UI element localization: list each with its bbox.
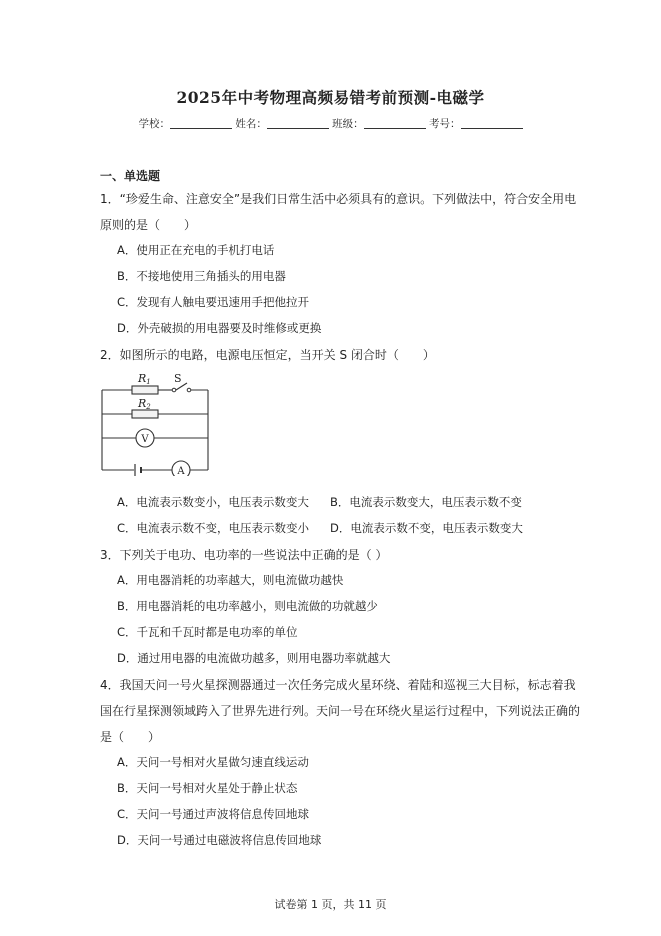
voltmeter-label: V [141, 434, 149, 445]
switch-contact-left [172, 388, 176, 392]
school-blank[interactable] [170, 117, 232, 129]
question-1-option-d[interactable]: D．外壳破损的用电器要及时维修或更换 [117, 321, 322, 335]
question-3-line-1: 3．下列关于电功、电功率的一些说法中正确的是（ ） [100, 548, 388, 562]
school-label: 学校： [138, 118, 170, 130]
question-4-option-c[interactable]: C．天问一号通过声波将信息传回地球 [117, 807, 310, 821]
question-1-option-c[interactable]: C．发现有人触电要迅速用手把他拉开 [117, 295, 310, 309]
page-title: 2025年中考物理高频易错考前预测-电磁学 [176, 88, 485, 107]
question-4-line-2: 国在行星探测领域跨入了世界先进行列。天问一号在环绕火星运行过程中，下列说法正确的 [100, 704, 581, 718]
question-4-line-1: 4．我国天问一号火星探测器通过一次任务完成火星环绕、着陆和巡视三大目标，标志着我 [100, 678, 576, 692]
question-4-option-a[interactable]: A．天问一号相对火星做匀速直线运动 [117, 755, 309, 769]
name-label: 姓名： [235, 118, 267, 130]
class-label: 班级： [332, 118, 364, 130]
circuit-diagram [98, 370, 214, 476]
question-3-option-d[interactable]: D．通过用电器的电流做功越多，则用电器功率就越大 [117, 651, 391, 665]
question-2-option-b[interactable]: B．电流表示数变大，电压表示数不变 [330, 495, 522, 509]
switch-contact-right [187, 388, 191, 392]
number-blank[interactable] [461, 117, 523, 129]
question-4-line-3: 是（ ） [100, 730, 161, 744]
question-1-option-a[interactable]: A．使用正在充电的手机打电话 [117, 243, 275, 257]
question-1-line-2: 原则的是（ ） [100, 218, 197, 232]
ammeter-label: A [177, 466, 185, 476]
class-blank[interactable] [364, 117, 426, 129]
r1-label: R1 [138, 372, 151, 386]
r2-label: R2 [138, 397, 151, 411]
question-3-option-a[interactable]: A．用电器消耗的功率越大，则电流做功越快 [117, 573, 344, 587]
section-heading: 一、单选题 [100, 169, 161, 183]
question-2-line-1: 2．如图所示的电路，电源电压恒定，当开关 S 闭合时（ ） [100, 348, 435, 362]
question-3-option-c[interactable]: C．千瓦和千瓦时都是电功率的单位 [117, 625, 298, 639]
switch-label: S [174, 372, 182, 385]
question-4-option-b[interactable]: B．天问一号相对火星处于静止状态 [117, 781, 298, 795]
question-3-option-b[interactable]: B．用电器消耗的电功率越小，则电流做的功就越少 [117, 599, 378, 613]
page-footer: 试卷第 1 页，共 11 页 [274, 898, 387, 911]
question-2-option-d[interactable]: D．电流表示数不变，电压表示数变大 [330, 521, 523, 535]
student-info-line [0, 116, 661, 131]
question-2-option-c[interactable]: C．电流表示数不变，电压表示数变小 [117, 521, 310, 535]
name-blank[interactable] [267, 117, 329, 129]
question-2-option-a[interactable]: A．电流表示数变小，电压表示数变大 [117, 495, 309, 509]
question-1-line-1: 1．“珍爱生命、注意安全”是我们日常生活中必须具有的意识。下列做法中，符合安全用电 [100, 192, 577, 206]
number-label: 考号： [429, 118, 461, 130]
question-4-option-d[interactable]: D．天问一号通过电磁波将信息传回地球 [117, 833, 322, 847]
question-1-option-b[interactable]: B．不接地使用三角插头的用电器 [117, 269, 286, 283]
